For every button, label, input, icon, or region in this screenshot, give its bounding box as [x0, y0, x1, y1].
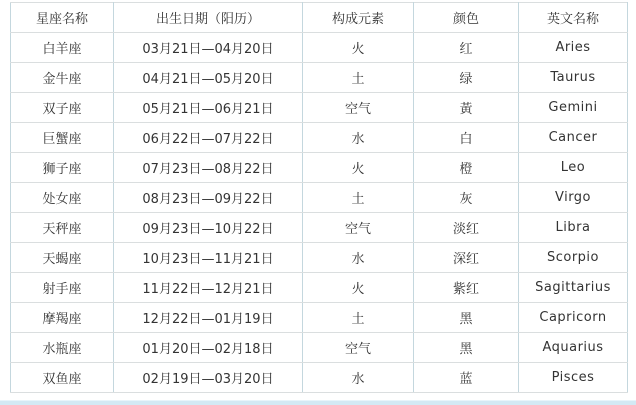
cell-birth-date: 04月21日—05月20日: [114, 63, 303, 93]
header-element: 构成元素: [303, 3, 414, 33]
table-row: [11, 333, 628, 363]
cell-sign-name: 白羊座: [11, 33, 114, 63]
cell-color: 橙: [414, 153, 519, 183]
cell-sign-name: 天秤座: [11, 213, 114, 243]
cell-element: 土: [303, 63, 414, 93]
cell-english-name: Pisces: [519, 363, 628, 393]
cell-color: 红: [414, 33, 519, 63]
cell-color: 黑: [414, 333, 519, 363]
cell-english-name: Cancer: [519, 123, 628, 153]
cell-english-name: Capricorn: [519, 303, 628, 333]
zodiac-table: [10, 2, 628, 393]
cell-sign-name: 狮子座: [11, 153, 114, 183]
cell-birth-date: 03月21日—04月20日: [114, 33, 303, 63]
table-row: [11, 363, 628, 393]
cell-sign-name: 射手座: [11, 273, 114, 303]
table-row: [11, 273, 628, 303]
cell-element: 空气: [303, 93, 414, 123]
table-row: [11, 153, 628, 183]
header-sign-name: 星座名称: [11, 3, 114, 33]
cell-sign-name: 双鱼座: [11, 363, 114, 393]
cell-element: 空气: [303, 213, 414, 243]
table-body: [11, 33, 628, 393]
cell-english-name: Libra: [519, 213, 628, 243]
cell-element: 水: [303, 363, 414, 393]
cell-element: 土: [303, 183, 414, 213]
cell-element: 水: [303, 243, 414, 273]
cell-english-name: Aquarius: [519, 333, 628, 363]
cell-element: 空气: [303, 333, 414, 363]
cell-sign-name: 摩羯座: [11, 303, 114, 333]
cell-element: 火: [303, 153, 414, 183]
table-row: [11, 33, 628, 63]
cell-element: 水: [303, 123, 414, 153]
cell-birth-date: 11月22日—12月21日: [114, 273, 303, 303]
cell-sign-name: 巨蟹座: [11, 123, 114, 153]
cell-english-name: Leo: [519, 153, 628, 183]
cell-sign-name: 双子座: [11, 93, 114, 123]
cell-english-name: Sagittarius: [519, 273, 628, 303]
cell-birth-date: 01月20日—02月18日: [114, 333, 303, 363]
cell-color: 灰: [414, 183, 519, 213]
cell-color: 紫红: [414, 273, 519, 303]
bottom-divider-bar: [0, 400, 636, 405]
cell-birth-date: 08月23日—09月22日: [114, 183, 303, 213]
table-row: [11, 183, 628, 213]
cell-sign-name: 天蝎座: [11, 243, 114, 273]
cell-birth-date: 10月23日—11月21日: [114, 243, 303, 273]
cell-sign-name: 水瓶座: [11, 333, 114, 363]
header-english-name: 英文名称: [519, 3, 628, 33]
cell-birth-date: 05月21日—06月21日: [114, 93, 303, 123]
cell-element: 火: [303, 33, 414, 63]
cell-birth-date: 07月23日—08月22日: [114, 153, 303, 183]
cell-element: 火: [303, 273, 414, 303]
table-row: [11, 243, 628, 273]
cell-color: 蓝: [414, 363, 519, 393]
cell-element: 土: [303, 303, 414, 333]
cell-birth-date: 12月22日—01月19日: [114, 303, 303, 333]
table-row: [11, 123, 628, 153]
cell-english-name: Gemini: [519, 93, 628, 123]
table-row: [11, 213, 628, 243]
cell-birth-date: 09月23日—10月22日: [114, 213, 303, 243]
cell-english-name: Virgo: [519, 183, 628, 213]
cell-english-name: Aries: [519, 33, 628, 63]
table-row: [11, 63, 628, 93]
table-row: [11, 93, 628, 123]
cell-color: 黑: [414, 303, 519, 333]
header-row: [11, 3, 628, 33]
cell-sign-name: 处女座: [11, 183, 114, 213]
cell-color: 白: [414, 123, 519, 153]
header-color: 颜色: [414, 3, 519, 33]
cell-sign-name: 金牛座: [11, 63, 114, 93]
cell-color: 淡红: [414, 213, 519, 243]
cell-birth-date: 02月19日—03月20日: [114, 363, 303, 393]
cell-birth-date: 06月22日—07月22日: [114, 123, 303, 153]
cell-english-name: Taurus: [519, 63, 628, 93]
table-row: [11, 303, 628, 333]
cell-color: 黃: [414, 93, 519, 123]
cell-english-name: Scorpio: [519, 243, 628, 273]
cell-color: 绿: [414, 63, 519, 93]
header-birth-date: 出生日期（阳历）: [114, 3, 303, 33]
cell-color: 深红: [414, 243, 519, 273]
